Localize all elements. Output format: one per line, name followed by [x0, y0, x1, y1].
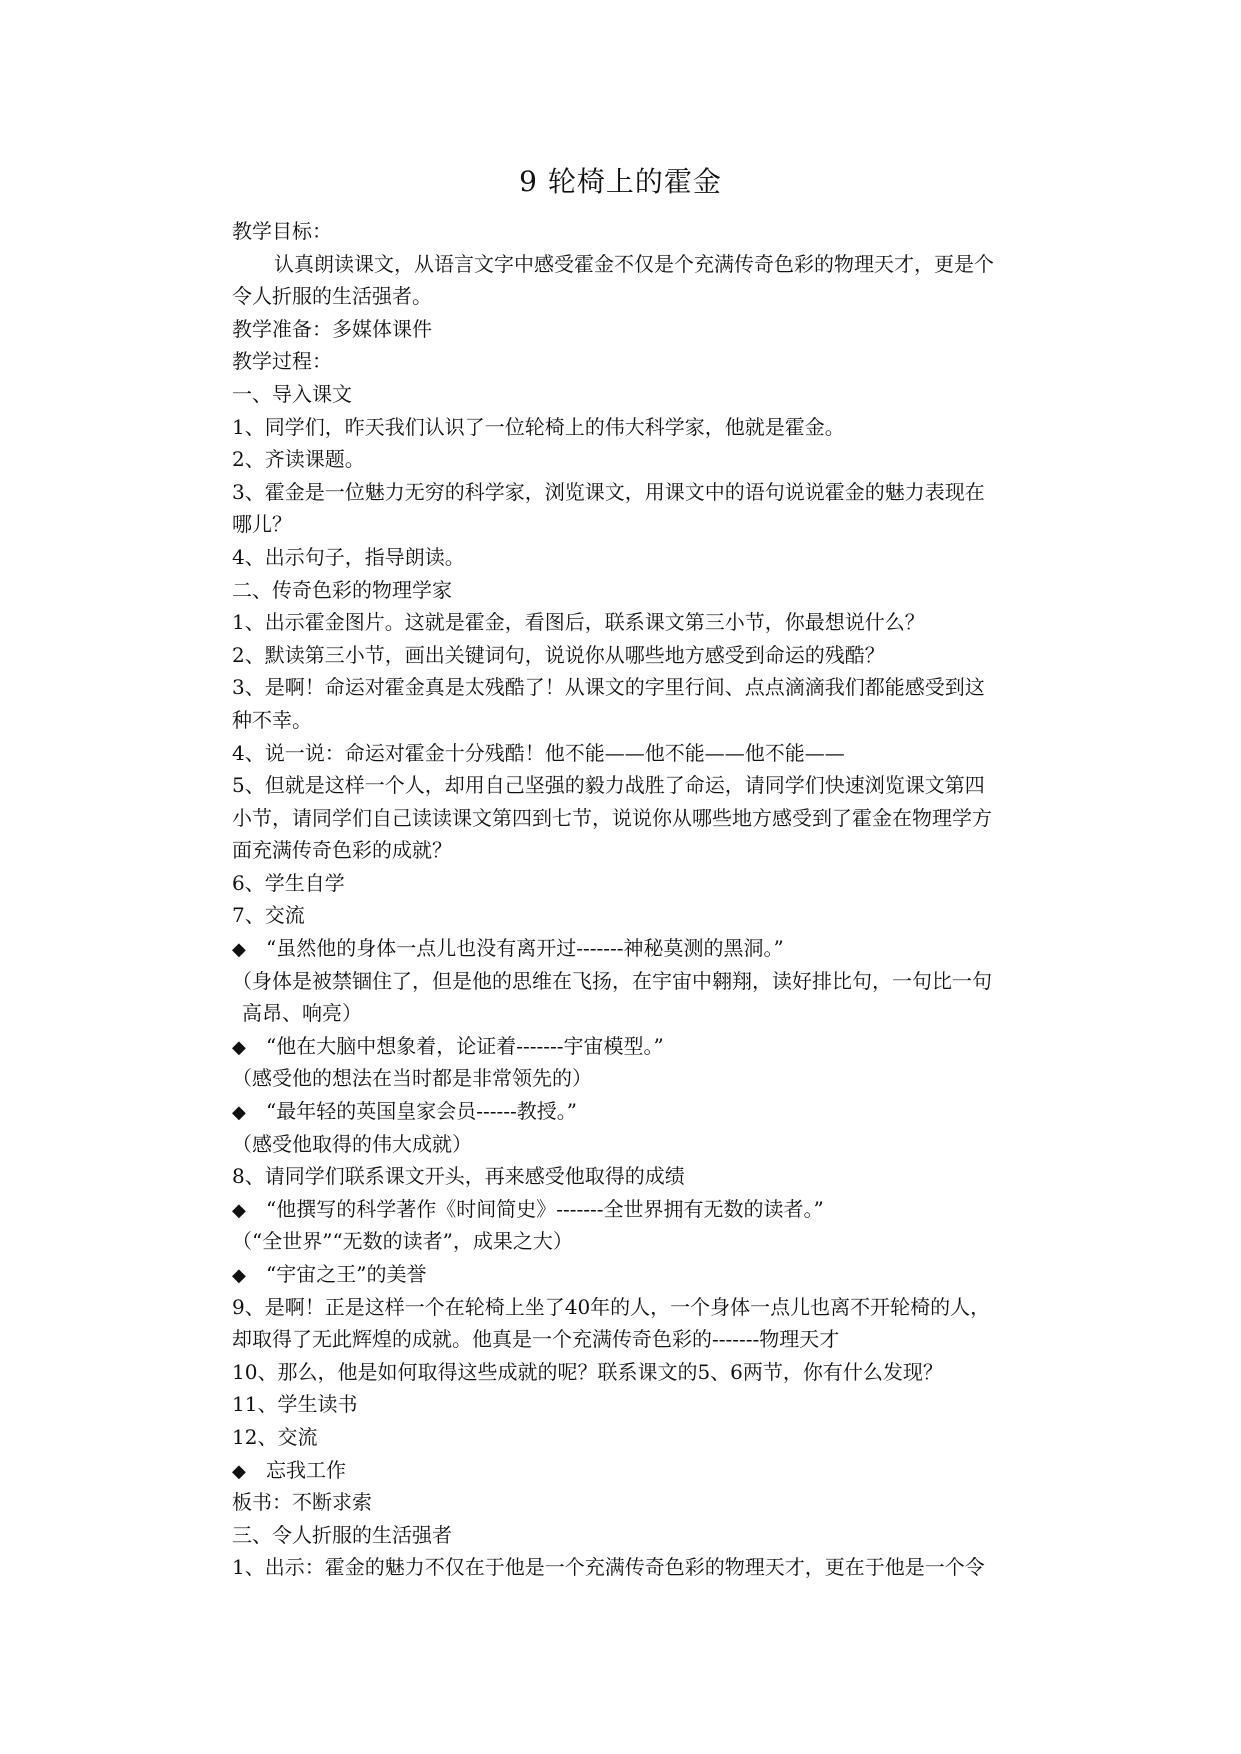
text-line: 7、交流	[232, 903, 305, 928]
bullet-line	[232, 1095, 1052, 1128]
text-line: 高昂、响亮）	[242, 1001, 362, 1026]
text-line: 9、是啊！正是这样一个在轮椅上坐了40年的人，一个身体一点儿也离不开轮椅的人，	[232, 1294, 991, 1319]
text-line: 令人折服的生活强者。	[232, 284, 432, 309]
text-line: 板书：不断求索	[232, 1490, 372, 1515]
bullet-text: “虽然他的身体一点儿也没有离开过-------神秘莫测的黑洞。”	[266, 936, 784, 961]
text-line: 教学过程：	[232, 349, 332, 374]
text-line: 教学目标：	[232, 219, 332, 243]
text-line: 二、传奇色彩的物理学家	[232, 577, 452, 602]
text-line: 教学准备：多媒体课件	[232, 316, 432, 341]
text-line: （身体是被禁锢住了，但是他的思维在飞扬，在宇宙中翱翔，读好排比句，一句比一句	[232, 968, 992, 993]
bullet-text: “他撰写的科学著作《时间简史》-------全世界拥有无数的读者。”	[266, 1196, 824, 1221]
text-line: 3、霍金是一位魅力无穷的科学家，浏览课文，用课文中的语句说说霍金的魅力表现在	[232, 479, 985, 504]
text-line: 3、是啊！命运对霍金真是太残酷了！从课文的字里行间、点点滴滴我们都能感受到这	[232, 675, 985, 700]
bullet-text: 忘我工作	[266, 1457, 346, 1482]
text-line: 1、出示：霍金的魅力不仅在于他是一个充满传奇色彩的物理天才，更在于他是一个令	[232, 1555, 985, 1580]
bullet-line	[232, 1454, 1052, 1487]
text-line: 面充满传奇色彩的成就？	[232, 838, 452, 863]
text-line: （感受他的想法在当时都是非常领先的）	[232, 1066, 592, 1091]
text-line: 种不幸。	[232, 707, 312, 732]
document-body	[232, 215, 1052, 1584]
text-line: 小节，请同学们自己读读课文第四到七节，说说你从哪些地方感受到了霍金在物理学方	[232, 805, 992, 830]
bullet-text: “最年轻的英国皇家会员------教授。”	[266, 1099, 577, 1124]
bullet-line	[232, 1258, 1052, 1291]
diamond-bullet-icon: ◆	[232, 1265, 246, 1286]
text-line: （感受他取得的伟大成就）	[232, 1131, 472, 1156]
text-line: 10、那么，他是如何取得这些成就的呢？联系课文的5、6两节，你有什么发现？	[232, 1359, 943, 1384]
document-title: 9 轮椅上的霍金	[519, 165, 722, 198]
text-line: 4、说一说：命运对霍金十分残酷！他不能——他不能——他不能——	[232, 740, 845, 765]
text-line: 1、同学们，昨天我们认识了一位轮椅上的伟大科学家，他就是霍金。	[232, 414, 845, 439]
text-line: （“全世界”“无数的读者”，成果之大）	[232, 1229, 573, 1254]
bullet-text: “宇宙之王”的美誉	[266, 1262, 427, 1286]
text-line: 哪儿？	[232, 512, 292, 537]
text-line: 8、请同学们联系课文开头，再来感受他取得的成绩	[232, 1164, 685, 1189]
text-line: 三、令人折服的生活强者	[232, 1522, 452, 1547]
text-line: 11、学生读书	[232, 1392, 358, 1417]
bullet-line	[232, 1193, 1052, 1226]
diamond-bullet-icon: ◆	[232, 1460, 246, 1482]
bullet-line	[232, 1030, 1052, 1063]
text-line: 6、学生自学	[232, 870, 345, 895]
text-line: 2、默读第三小节，画出关键词句，说说你从哪些地方感受到命运的残酷？	[232, 642, 885, 667]
text-line: 4、出示句子，指导朗读。	[232, 544, 465, 569]
text-line: 1、出示霍金图片。这就是霍金，看图后，联系课文第三小节，你最想说什么？	[232, 610, 925, 635]
text-line: 12、交流	[232, 1424, 318, 1449]
text-line: 一、导入课文	[232, 381, 352, 406]
diamond-bullet-icon: ◆	[232, 1199, 246, 1221]
text-line: 认真朗读课文，从语言文字中感受霍金不仅是个充满传奇色彩的物理天才，更是个	[274, 251, 994, 276]
bullet-text: “他在大脑中想象着，论证着-------宇宙模型。”	[266, 1033, 664, 1058]
diamond-bullet-icon: ◆	[232, 1036, 246, 1058]
text-line: 却取得了无此辉煌的成就。他真是一个充满传奇色彩的-------物理天才	[232, 1327, 840, 1352]
diamond-bullet-icon: ◆	[232, 1102, 246, 1124]
diamond-bullet-icon: ◆	[232, 939, 246, 961]
bullet-line	[232, 932, 1052, 965]
text-line: 2、齐读课题。	[232, 447, 365, 472]
text-line: 5、但就是这样一个人，却用自己坚强的毅力战胜了命运，请同学们快速浏览课文第四	[232, 773, 985, 798]
